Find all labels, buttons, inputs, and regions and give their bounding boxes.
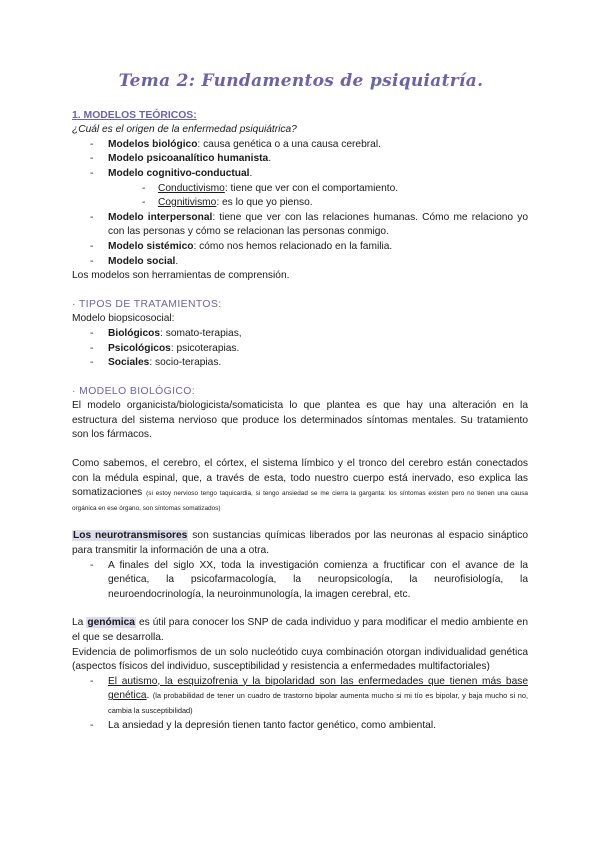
paragraph: Los modelos son herramientas de comprensión. [72,270,290,282]
genetica-list [72,675,528,733]
sub-list-item: - Cognitivismo: es lo que yo pienso. [142,196,528,211]
tratamientos-list [72,327,528,371]
paragraph: Evidencia de polimorfismos de un solo nucleótido cuya combinación otorgan individualidad genética (aspectos físicos del individuo, susceptibilidad y resistencia a enfermedades multifactoriales) [72,646,528,673]
section-heading-tratamientos: · TIPOS DE TRATAMIENTOS: [72,298,222,310]
modelos-list [72,138,528,269]
neuro-list [72,559,528,603]
sub-list [108,182,528,211]
list-item: - Sociales: socio-terapias. [90,356,528,371]
list-item: - A finales del siglo XX, toda la investigación comienza a fructificar con el avance de la genética, la psicofarmacología, la neuropsicología, la neurofisiología, la neuroendocrinología, la neuroinmunología, la imagen cerebral, etc. [90,559,528,603]
paragraph: Modelo biopsicosocial: [72,313,175,325]
list-item: - Biológicos: somato-terapias, [90,327,528,342]
sub-list-item: - Conductivismo: tiene que ver con el comportamiento. [142,182,528,197]
paragraph: El modelo organicista/biologicista/somaticista lo que plantea es que hay una alteración en la estructura del sistema nervioso que produce los determinados síntomas mentales. Su tratamiento son los fármacos. [72,400,528,441]
list-item: - Modelo interpersonal: tiene que ver con las relaciones humanas. Cómo me relaciono yo con las personas y cómo se relacionan las personas conmigo. [90,211,528,240]
paragraph: La genómica es útil para conocer los SNP de cada individuo y para modificar el medio ambiente en el que se desarrolla. [72,617,528,643]
list-item: - El autismo, la esquizofrenia y la bipolaridad son las enfermedades que tienen más base genética. (la probabilidad de tener un cuadro de trastorno bipolar aumenta mucho si mi tío es bipolar, y baja mucho si no, cambia la susceptibilidad) [90,675,528,719]
paragraph: Los neurotransmisores son sustancias químicas liberados por las neuronas al espacio sináptico para transmitir la información de una a otra. [72,530,528,557]
page-title: Tema 2: Fundamentos de psiquiatría. [118,71,484,91]
document-page [72,71,529,733]
list-item: - La ansiedad y la depresión tienen tanto factor genético, como ambiental. [90,719,528,734]
list-item: - Modelo cognitivo-conductual. - Conductivismo: tiene que ver con el comportamiento. - Cognitivismo: es lo que yo pienso. [90,167,528,211]
list-item: - Modelo social. [90,255,528,270]
list-item: - Modelo sistémico: cómo nos hemos relacionado en la familia. [90,240,528,255]
section-heading-modelo-biologico: · MODELO BIOLÓGICO: [72,385,196,397]
paragraph: Como sabemos, el cerebro, el córtex, el sistema límbico y el tronco del cerebro están conectados con la médula espinal, que, a través de esta, todo nuestro cuerpo está inervado, eso explica las somatizaciones (si estoy nervioso tengo taquicardia, si tengo ansiedad se me cierra la garganta: los síntomas existen pero no tienen una causa orgánica en ese órgano, son síntomas somatizados) [72,458,528,512]
section-question: ¿Cuál es el origen de la enfermedad psiquiátrica? [72,124,297,136]
list-item: - Psicológicos: psicoterapias. [90,342,528,357]
list-item: - Modelo psicoanalítico humanista. [90,152,528,167]
section-heading-modelos: 1. MODELOS TEÓRICOS: [72,109,197,121]
list-item: - Modelos biológico: causa genética o a una causa cerebral. [90,138,528,153]
